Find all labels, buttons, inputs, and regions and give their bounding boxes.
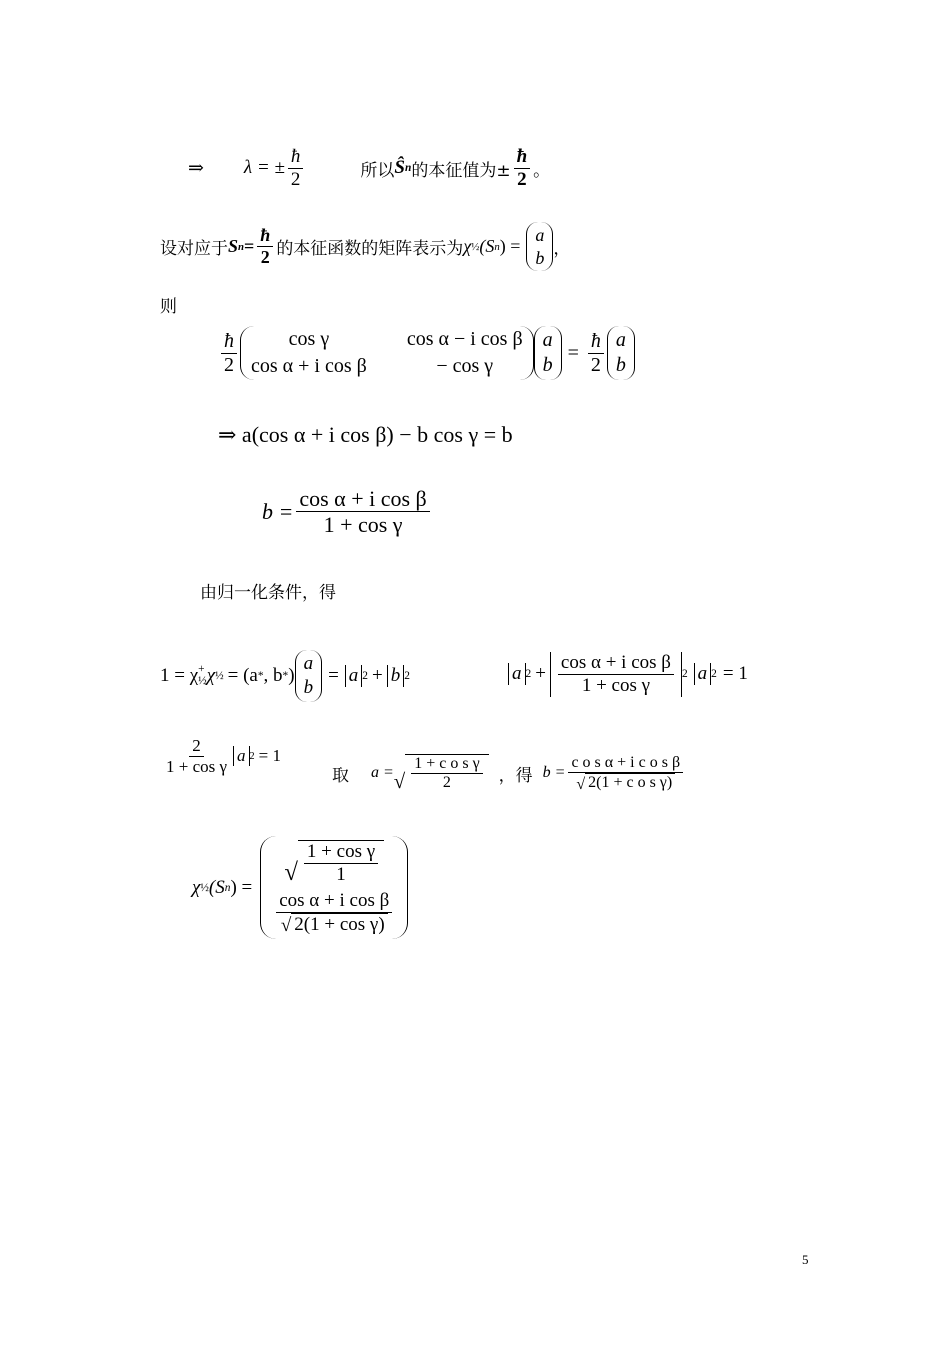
hbar-over-2: $\frac{ħ}{2}$: [288, 146, 304, 191]
lambda-equation: λ = ±: [243, 157, 285, 179]
eigenvalue-text: 的本征值为±: [411, 160, 511, 181]
normalization-text: 由归一化条件，得: [200, 583, 336, 603]
matrix-equation: $\frac{ħ}{2}$ cos γ cos α − i cos β cos α + i cos β − cos γ a b = $\frac{ħ}{2}$ a b: [218, 326, 635, 380]
normalization-substituted: a 2 + $\frac{\text{cos α + i cos β}}{\text{1 + cos γ}}$ 2 a 2 = 1: [508, 652, 748, 697]
final-column-vector: √ $\frac{\text{1 + cos γ}}{1}$ cos α + i cos β √ 2(1 + cos γ): [260, 836, 408, 939]
then-text: 则: [160, 297, 177, 317]
s-hat-symbol: Ŝ: [394, 157, 405, 179]
so-text: 所以: [360, 160, 395, 181]
hbar-over-2-bold: $\frac{ħ}{2}$: [514, 146, 531, 191]
sqrt-a: √ $\frac{\text{1 + c o s γ}}{2}$: [394, 754, 489, 793]
normalization-equation: 1 = χ + ½ χ ½ = (a * , b * ) a b = a 2 + b 2: [160, 650, 410, 702]
component-equation: ⇒ a(cos α + i cos β) − b cos γ = b: [218, 422, 513, 447]
sigma-matrix: cos γ cos α − i cos β cos α + i cos β − cos γ: [240, 326, 534, 380]
final-eigenvector: χ ½ (S n ) = √ $\frac{\text{1 + cos γ}}{1}$ cos α + i cos β √ 2(1 + cos γ): [192, 836, 408, 939]
matrix-rep-text: 的本征函数的矩阵表示为: [276, 239, 464, 259]
eigenvalue-line: ⇒ λ = ± $\frac{ħ}{2}$ 所以 Ŝ n 的本征值为± $\frac{ħ}{2}$ 。: [188, 146, 551, 190]
implies-symbol: ⇒: [188, 157, 204, 179]
b-solution: b = $\frac{\text{cos α + i cos β}}{\text{1 + cos γ}}$: [262, 486, 433, 538]
assume-text: 设对应于: [160, 239, 228, 259]
simplified-normalization: $\frac{2}{\text{1 + cos γ}}$ a 2 = 1: [166, 736, 281, 776]
choose-a-line: 取 a = √ $\frac{\text{1 + c o s γ}}{2}$ ，得 b = c o s α + i c o s β √ 2(1 + c o s γ): [332, 754, 686, 793]
eigenfunction-line: 设对应于 S n = $\frac{ħ}{2}$ 的本征函数的矩阵表示为 χ ½ (S n ) = a b ，: [160, 222, 570, 271]
column-vector-ab: a b: [526, 222, 553, 271]
page-number: 5: [802, 1252, 809, 1267]
